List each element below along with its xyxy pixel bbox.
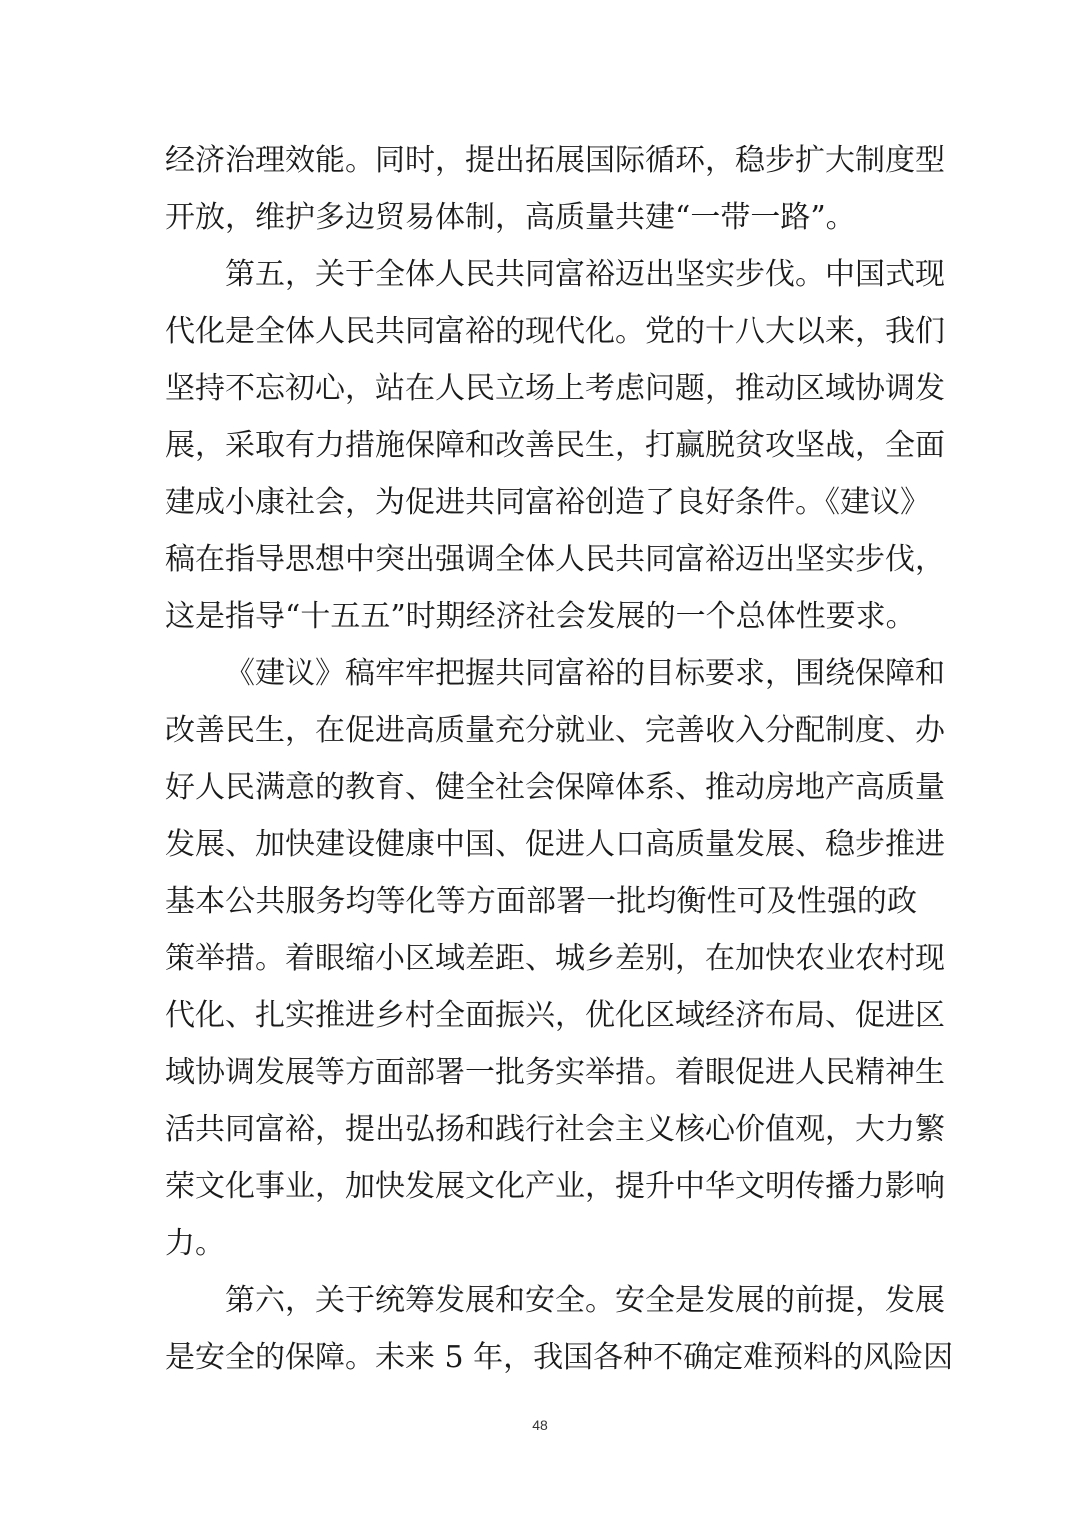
text-line-11: 改善民生，在促进高质量充分就业、完善收入分配制度、办 xyxy=(165,713,945,748)
text-line-22: 是安全的保障。未来 5 年，我国各种不确定难预料的风险因 xyxy=(165,1340,954,1375)
text-line-8: 稿在指导思想中突出强调全体人民共同富裕迈出坚实步伐， xyxy=(165,542,945,577)
text-line-17: 域协调发展等方面部署一批务实举措。着眼促进人民精神生 xyxy=(165,1055,945,1090)
text-line-15: 策举措。着眼缩小区域差距、城乡差别，在加快农业农村现 xyxy=(165,941,945,976)
text-line-10: 《建议》稿牢牢把握共同富裕的目标要求，围绕保障和 xyxy=(225,656,945,691)
text-line-19: 荣文化事业，加快发展文化产业，提升中华文明传播力影响 xyxy=(165,1169,945,1204)
text-line-13: 发展、加快建设健康中国、促进人口高质量发展、稳步推进 xyxy=(165,827,945,862)
text-line-1: 经济治理效能。同时，提出拓展国际循环，稳步扩大制度型 xyxy=(165,143,945,178)
text-line-18: 活共同富裕，提出弘扬和践行社会主义核心价值观，大力繁 xyxy=(165,1112,945,1147)
text-line-5: 坚持不忘初心，站在人民立场上考虑问题，推动区域协调发 xyxy=(165,371,945,406)
text-line-20: 力。 xyxy=(165,1226,225,1261)
text-line-21: 第六，关于统筹发展和安全。安全是发展的前提，发展 xyxy=(225,1283,945,1318)
text-line-2: 开放，维护多边贸易体制，高质量共建“一带一路”。 xyxy=(165,200,856,235)
text-line-6: 展，采取有力措施保障和改善民生，打赢脱贫攻坚战，全面 xyxy=(165,428,945,463)
text-line-16: 代化、扎实推进乡村全面振兴，优化区域经济布局、促进区 xyxy=(165,998,945,1033)
text-line-4: 代化是全体人民共同富裕的现代化。党的十八大以来，我们 xyxy=(165,314,945,349)
text-line-12: 好人民满意的教育、健全社会保障体系、推动房地产高质量 xyxy=(165,770,945,805)
text-line-7: 建成小康社会，为促进共同富裕创造了良好条件。《建议》 xyxy=(165,485,930,520)
text-line-14: 基本公共服务均等化等方面部署一批均衡性可及性强的政 xyxy=(165,884,917,919)
text-line-3: 第五，关于全体人民共同富裕迈出坚实步伐。中国式现 xyxy=(225,257,945,292)
page-number: 48 xyxy=(532,1417,548,1433)
text-line-9: 这是指导“十五五”时期经济社会发展的一个总体性要求。 xyxy=(165,599,916,634)
